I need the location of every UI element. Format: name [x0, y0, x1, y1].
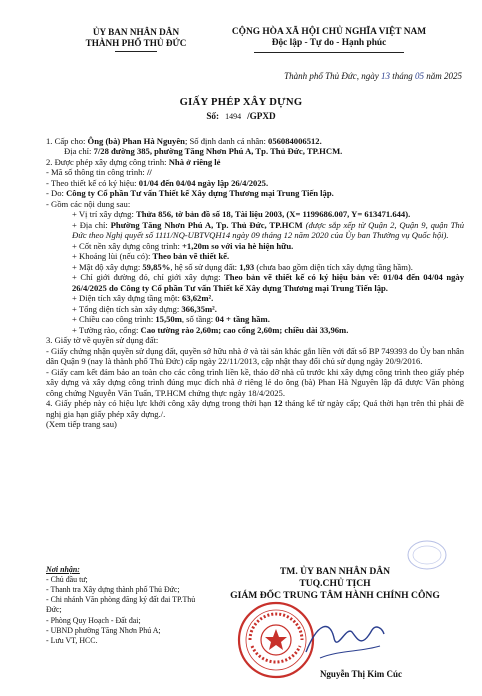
owner-address	[46, 146, 464, 156]
number-suffix: /GPXD	[247, 111, 276, 121]
density-label: + Mật độ xây dựng:	[72, 261, 143, 272]
number-value: 1494	[225, 112, 242, 121]
code-label: - Mã số thông tin công trình:	[46, 167, 147, 178]
recipient-item: - Lưu VT, HCC.	[46, 635, 98, 645]
ground-area-label: + Diện tích xây dựng tầng một:	[72, 293, 182, 304]
s4-text: 4. Giấy phép này có hiệu lực khởi công xây dựng trong thời hạn	[46, 398, 274, 409]
height-label: + Chiều cao công trình:	[72, 314, 156, 325]
total-floor-area	[46, 304, 464, 314]
contents-label: - Gồm các nội dung sau:	[46, 198, 131, 209]
red-line	[46, 272, 464, 293]
design-label: - Theo thiết kế có ký hiệu:	[46, 177, 139, 188]
designer-value: Công ty Cổ phần Tư vấn Thiết kế Xây dựng Thương mại Trung Tiến lập.	[66, 188, 334, 199]
section-2	[46, 157, 464, 167]
validity-months: 12	[273, 398, 283, 409]
owner-name: Ông (bà) Phan Hà Nguyên	[87, 136, 185, 146]
code-value: //	[146, 167, 152, 178]
recipient-item: - Chi nhánh Văn phòng đăng ký đất đai TP.Thủ Đức;	[46, 595, 196, 615]
project-code	[46, 167, 464, 177]
handwritten-signature	[300, 612, 390, 670]
address-label: Địa chỉ:	[64, 146, 94, 157]
national-motto	[194, 27, 464, 53]
continued-note: (Xem tiếp trang sau)	[46, 419, 117, 430]
number-label: Số:	[206, 111, 220, 121]
signature-line-1: TM. ỦY BAN NHÂN DÂN	[279, 566, 391, 577]
designer-label: - Do:	[46, 188, 67, 199]
signature-line-3: GIÁM ĐỐC TRUNG TÂM HÀNH CHÍNH CÔNG	[230, 589, 440, 601]
floors-value: 04 + tầng hầm.	[215, 314, 270, 325]
site-address-value: Phường Tăng Nhơn Phú A, Tp. Thủ Đức, TP.HCM	[110, 219, 303, 230]
recipient-item: - Chủ đầu tư;	[46, 575, 88, 585]
fence-gate	[46, 325, 464, 335]
red-line-label: + Chỉ giới đường đỏ, chỉ giới xây dựng:	[72, 272, 225, 283]
site-address-label: + Địa chỉ:	[72, 219, 111, 230]
red-line-value: Theo bản vẽ thiết kế có ký hiệu bản vẽ: 01/04 đến 04/04 ngày 26/4/2025 do Công ty Cổ phần Tư vấn Thiết kế Xây dựng Thương mại Trung Tiến lập.	[72, 272, 465, 293]
section-3: 3. Giấy tờ về quyền sử dụng đất:	[46, 335, 159, 346]
density-value: 59,85%	[142, 261, 171, 272]
safety-commitment: - Giấy cam kết đảm bảo an toàn cho các công trình liền kề, tháo dỡ nhà cũ trước khi xây dựng công trình theo giấy phép xây dựng và xây dựng công trình đúng mục đích nhà ở riêng lẻ do ông (bà) Phan Hà Nguyên lập đã được Văn phòng công chứng Nguyễn Văn Tuấn, TP.HCM chứng thực ngày 18/4/2025.	[46, 366, 464, 398]
ground-label: + Cốt nền xây dựng công trình:	[72, 240, 182, 251]
ground-level	[46, 241, 464, 251]
s1-label: 1. Cấp cho:	[46, 136, 88, 146]
density	[46, 262, 464, 272]
total-area-label: + Tổng diện tích sàn xây dựng:	[72, 303, 182, 314]
fence-value: Cao tường rào 2,60m; cao cổng 2,60m; chiều dài 33,96m.	[140, 324, 349, 335]
authority-line-1: ỦY BAN NHÂN DÂN	[92, 27, 180, 37]
far-label: , hệ số sử dụng đất:	[170, 261, 240, 272]
height-value: 15,50m	[155, 314, 182, 325]
recipient-item: - Thanh tra Xây dựng thành phố Thủ Đức;	[46, 585, 180, 595]
location-label: + Vị trí xây dựng:	[72, 209, 137, 220]
national-title: CỘNG HÒA XÃ HỘI CHỦ NGHĨA VIỆT NAM	[231, 27, 427, 37]
authority-divider	[115, 51, 157, 52]
date-day: 13	[380, 71, 390, 81]
recipients-label: Nơi nhận:	[46, 565, 80, 574]
address-value: 7/28 đường 385, phường Tăng Nhơn Phú A, Tp. Thủ Đức, TP.HCM.	[93, 146, 343, 157]
document-number	[0, 111, 482, 122]
section-1	[46, 136, 464, 146]
authority-line-2: THÀNH PHỐ THỦ ĐỨC	[85, 38, 187, 49]
permit-body	[46, 136, 464, 430]
date-prefix: Thành phố Thủ Đức, ngày	[284, 71, 379, 81]
document-title: GIẤY PHÉP XÂY DỰNG	[179, 97, 303, 108]
id-number: 056084006512.	[268, 136, 322, 146]
signature-line-2: TUQ.CHỦ TỊCH	[299, 577, 371, 589]
date-month-word: tháng	[392, 71, 413, 81]
floors-label: , số tầng:	[181, 314, 216, 325]
signature-block	[200, 566, 470, 602]
issue-date	[200, 71, 462, 82]
ground-floor-area	[46, 293, 464, 303]
section-4	[46, 398, 464, 419]
far-note: (chưa bao gồm diện tích xây dựng tầng hầm).	[254, 261, 413, 272]
setback	[46, 251, 464, 261]
s4-text-2: tháng kể từ ngày cấp; Quá thời hạn trên thì phải đề nghị gia hạn giấy phép xây dựng./.	[46, 398, 465, 419]
setback-label: + Khoảng lùi (nếu có):	[72, 251, 153, 262]
far-value: 1,93	[239, 261, 255, 272]
ground-area-value: 63,62m².	[182, 293, 214, 304]
id-label: ; Số định danh cá nhân:	[184, 136, 269, 146]
setback-value: Theo bản vẽ thiết kế.	[152, 251, 230, 262]
design-ref	[46, 178, 464, 188]
recipient-item: - Phòng Quy Hoạch - Đất đai;	[46, 615, 141, 625]
motto-divider	[254, 52, 404, 53]
total-area-value: 366,35m².	[181, 303, 217, 314]
recipients-list	[46, 565, 206, 646]
signer-name: Nguyễn Thị Kim Cúc	[319, 669, 403, 679]
motto: Độc lập - Tự do - Hạnh phúc	[271, 38, 387, 49]
designer	[46, 188, 464, 198]
location	[46, 209, 464, 219]
location-value: Thửa 856, tờ bản đồ số 18, Tài liệu 2003, (X= 1199686.007, Y= 613471.644).	[136, 209, 411, 220]
s2-label: 2. Được phép xây dựng công trình:	[46, 156, 169, 167]
design-value: 01/04 đến 04/04 ngày lập 26/4/2025.	[138, 177, 269, 188]
work-type: Nhà ở riêng lẻ	[168, 156, 221, 167]
ground-value: +1,20m so với via hè hiện hữu.	[182, 240, 294, 251]
site-address-note: (được sắp xếp từ Quận 2, Quận 9, quận Thủ Đức theo Nghị quyết số 1111/NQ-UBTVQH14 ngày 09 tháng 12 năm 2020 của Ủy ban Thường vụ Quốc hội).	[72, 219, 464, 241]
building-height	[46, 314, 464, 324]
land-certificate: - Giấy chứng nhận quyền sử dụng đất, quyền sở hữu nhà ở và tài sản khác gắn liền với đất số BP 749393 do Ủy ban nhân dân Quận 9 (nay là thành phố Thủ Đức) cấp ngày 22/11/2013, cập nhật thay đổi chủ sử dụng ngày 20/9/2016.	[46, 345, 464, 367]
date-year: năm 2025	[426, 71, 462, 81]
date-month: 05	[415, 71, 424, 81]
site-address	[46, 220, 464, 241]
recipient-item: - UBND phường Tăng Nhơn Phú A;	[46, 625, 161, 635]
fence-label: + Tường rào, cổng:	[72, 324, 141, 335]
